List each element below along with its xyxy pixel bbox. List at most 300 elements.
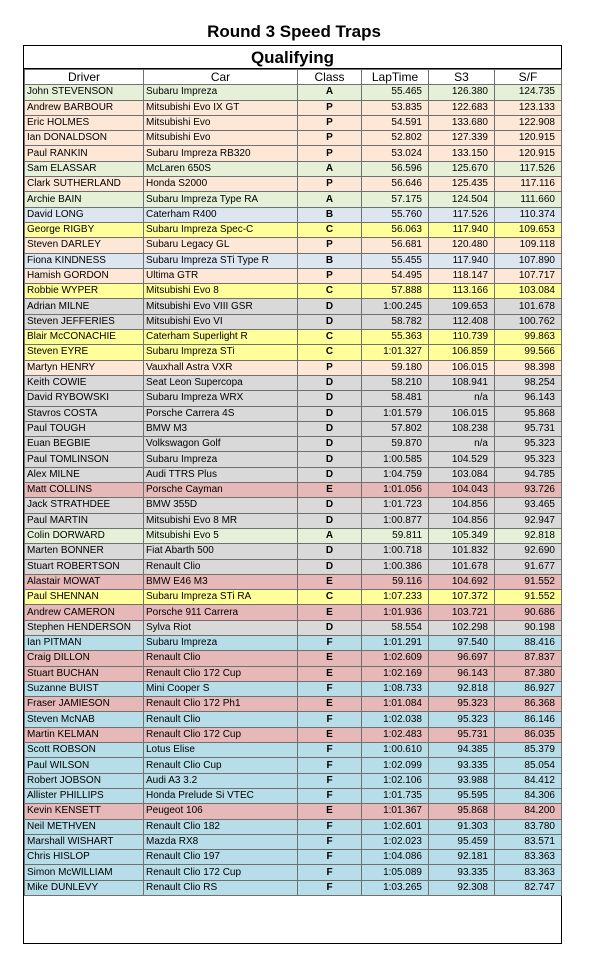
laptime-cell: 59.180 bbox=[362, 360, 429, 375]
table-row bbox=[25, 330, 562, 345]
car-cell: Vauxhall Astra VXR bbox=[144, 360, 298, 375]
car-cell: Renault Clio bbox=[144, 559, 298, 574]
car-cell: Renault Clio 172 Cup bbox=[144, 666, 298, 681]
car-cell: BMW E46 M3 bbox=[144, 574, 298, 589]
car-cell: Mitsubishi Evo bbox=[144, 115, 298, 130]
table-row bbox=[25, 788, 562, 803]
driver-cell: Steven EYRE bbox=[25, 345, 144, 360]
sf-cell: 95.731 bbox=[495, 421, 562, 436]
sf-cell: 124.735 bbox=[495, 85, 562, 100]
class-cell: B bbox=[298, 207, 362, 222]
s3-cell: 95.323 bbox=[429, 712, 495, 727]
column-header-s3: S3 bbox=[429, 70, 495, 85]
table-row bbox=[25, 161, 562, 176]
s3-cell: 95.323 bbox=[429, 697, 495, 712]
sf-cell: 98.398 bbox=[495, 360, 562, 375]
car-cell: Caterham Superlight R bbox=[144, 330, 298, 345]
laptime-cell: 54.591 bbox=[362, 115, 429, 130]
car-cell: Fiat Abarth 500 bbox=[144, 544, 298, 559]
table-row bbox=[25, 850, 562, 865]
sf-cell: 123.133 bbox=[495, 100, 562, 115]
driver-cell: Marshall WISHART bbox=[25, 834, 144, 849]
column-header-laptime: LapTime bbox=[362, 70, 429, 85]
s3-cell: 106.015 bbox=[429, 360, 495, 375]
sf-cell: 98.254 bbox=[495, 375, 562, 390]
table-row bbox=[25, 666, 562, 681]
table-row bbox=[25, 651, 562, 666]
class-cell: D bbox=[298, 498, 362, 513]
s3-cell: 113.166 bbox=[429, 284, 495, 299]
car-cell: Mini Cooper S bbox=[144, 681, 298, 696]
driver-cell: Hamish GORDON bbox=[25, 268, 144, 283]
laptime-cell: 1:02.038 bbox=[362, 712, 429, 727]
laptime-cell: 58.210 bbox=[362, 375, 429, 390]
s3-cell: 93.335 bbox=[429, 865, 495, 880]
class-cell: D bbox=[298, 437, 362, 452]
car-cell: Honda Prelude Si VTEC bbox=[144, 788, 298, 803]
s3-cell: 117.940 bbox=[429, 253, 495, 268]
sf-cell: 92.690 bbox=[495, 544, 562, 559]
laptime-cell: 56.681 bbox=[362, 238, 429, 253]
class-cell: D bbox=[298, 544, 362, 559]
car-cell: Mitsubishi Evo 8 MR bbox=[144, 513, 298, 528]
car-cell: Subaru Impreza WRX bbox=[144, 391, 298, 406]
sf-cell: 84.200 bbox=[495, 804, 562, 819]
table-row bbox=[25, 727, 562, 742]
sf-cell: 88.416 bbox=[495, 635, 562, 650]
laptime-cell: 53.024 bbox=[362, 146, 429, 161]
class-cell: B bbox=[298, 253, 362, 268]
laptime-cell: 1:01.723 bbox=[362, 498, 429, 513]
car-cell: Subaru Impreza RB320 bbox=[144, 146, 298, 161]
sf-cell: 96.143 bbox=[495, 391, 562, 406]
table-row bbox=[25, 773, 562, 788]
s3-cell: 127.339 bbox=[429, 131, 495, 146]
laptime-cell: 59.116 bbox=[362, 574, 429, 589]
speed-trap-table bbox=[24, 69, 562, 896]
laptime-cell: 1:02.483 bbox=[362, 727, 429, 742]
driver-cell: Paul RANKIN bbox=[25, 146, 144, 161]
table-row bbox=[25, 574, 562, 589]
class-cell: C bbox=[298, 284, 362, 299]
class-cell: F bbox=[298, 850, 362, 865]
driver-cell: Simon McWILLIAM bbox=[25, 865, 144, 880]
car-cell: Sylva Riot bbox=[144, 620, 298, 635]
driver-cell: Neil METHVEN bbox=[25, 819, 144, 834]
table-row bbox=[25, 253, 562, 268]
laptime-cell: 1:03.265 bbox=[362, 880, 429, 895]
class-cell: F bbox=[298, 788, 362, 803]
class-cell: P bbox=[298, 177, 362, 192]
sf-cell: 92.947 bbox=[495, 513, 562, 528]
laptime-cell: 1:00.585 bbox=[362, 452, 429, 467]
driver-cell: Chris HISLOP bbox=[25, 850, 144, 865]
table-row bbox=[25, 222, 562, 237]
driver-cell: Alastair MOWAT bbox=[25, 574, 144, 589]
table-row bbox=[25, 483, 562, 498]
class-cell: C bbox=[298, 222, 362, 237]
s3-cell: 95.731 bbox=[429, 727, 495, 742]
driver-cell: Clark SUTHERLAND bbox=[25, 177, 144, 192]
s3-cell: 92.308 bbox=[429, 880, 495, 895]
table-row bbox=[25, 712, 562, 727]
class-cell: E bbox=[298, 727, 362, 742]
s3-cell: 103.721 bbox=[429, 605, 495, 620]
class-cell: D bbox=[298, 314, 362, 329]
table-row bbox=[25, 299, 562, 314]
sf-cell: 85.054 bbox=[495, 758, 562, 773]
table-row bbox=[25, 115, 562, 130]
laptime-cell: 1:00.245 bbox=[362, 299, 429, 314]
class-cell: A bbox=[298, 528, 362, 543]
car-cell: Mitsubishi Evo VI bbox=[144, 314, 298, 329]
driver-cell: Allister PHILLIPS bbox=[25, 788, 144, 803]
car-cell: Subaru Impreza bbox=[144, 635, 298, 650]
sf-cell: 99.566 bbox=[495, 345, 562, 360]
s3-cell: 105.349 bbox=[429, 528, 495, 543]
sf-cell: 117.116 bbox=[495, 177, 562, 192]
driver-cell: Matt COLLINS bbox=[25, 483, 144, 498]
s3-cell: 108.941 bbox=[429, 375, 495, 390]
driver-cell: Euan BEGBIE bbox=[25, 437, 144, 452]
s3-cell: 117.940 bbox=[429, 222, 495, 237]
s3-cell: 108.238 bbox=[429, 421, 495, 436]
class-cell: E bbox=[298, 605, 362, 620]
table-row bbox=[25, 345, 562, 360]
car-cell: Mitsubishi Evo 8 bbox=[144, 284, 298, 299]
driver-cell: Scott ROBSON bbox=[25, 743, 144, 758]
laptime-cell: 1:08.733 bbox=[362, 681, 429, 696]
driver-cell: Steven McNAB bbox=[25, 712, 144, 727]
laptime-cell: 53.835 bbox=[362, 100, 429, 115]
driver-cell: Stuart BUCHAN bbox=[25, 666, 144, 681]
driver-cell: Keith COWIE bbox=[25, 375, 144, 390]
laptime-cell: 1:01.367 bbox=[362, 804, 429, 819]
sf-cell: 111.660 bbox=[495, 192, 562, 207]
class-cell: A bbox=[298, 85, 362, 100]
s3-cell: 133.150 bbox=[429, 146, 495, 161]
laptime-cell: 58.782 bbox=[362, 314, 429, 329]
table-row bbox=[25, 697, 562, 712]
table-row bbox=[25, 406, 562, 421]
laptime-cell: 59.870 bbox=[362, 437, 429, 452]
s3-cell: 124.504 bbox=[429, 192, 495, 207]
sf-cell: 91.677 bbox=[495, 559, 562, 574]
car-cell: BMW 355D bbox=[144, 498, 298, 513]
s3-cell: 125.670 bbox=[429, 161, 495, 176]
sf-cell: 90.198 bbox=[495, 620, 562, 635]
table-row bbox=[25, 85, 562, 100]
class-cell: F bbox=[298, 834, 362, 849]
table-row bbox=[25, 238, 562, 253]
class-cell: E bbox=[298, 651, 362, 666]
car-cell: Renault Clio bbox=[144, 712, 298, 727]
table-row bbox=[25, 207, 562, 222]
driver-cell: Steven DARLEY bbox=[25, 238, 144, 253]
s3-cell: 117.526 bbox=[429, 207, 495, 222]
car-cell: Renault Clio 182 bbox=[144, 819, 298, 834]
laptime-cell: 1:00.386 bbox=[362, 559, 429, 574]
sf-cell: 109.653 bbox=[495, 222, 562, 237]
class-cell: D bbox=[298, 620, 362, 635]
laptime-cell: 1:01.579 bbox=[362, 406, 429, 421]
s3-cell: 101.678 bbox=[429, 559, 495, 574]
car-cell: Renault Clio 197 bbox=[144, 850, 298, 865]
class-cell: D bbox=[298, 299, 362, 314]
table-row bbox=[25, 804, 562, 819]
driver-cell: Suzanne BUIST bbox=[25, 681, 144, 696]
laptime-cell: 1:00.718 bbox=[362, 544, 429, 559]
class-cell: F bbox=[298, 865, 362, 880]
sf-cell: 83.363 bbox=[495, 850, 562, 865]
driver-cell: Fiona KINDNESS bbox=[25, 253, 144, 268]
table-row bbox=[25, 620, 562, 635]
class-cell: C bbox=[298, 590, 362, 605]
driver-cell: Colin DORWARD bbox=[25, 528, 144, 543]
car-cell: Mitsubishi Evo 5 bbox=[144, 528, 298, 543]
driver-cell: Ian DONALDSON bbox=[25, 131, 144, 146]
car-cell: Audi A3 3.2 bbox=[144, 773, 298, 788]
column-header-sf: S/F bbox=[495, 70, 562, 85]
sf-cell: 86.035 bbox=[495, 727, 562, 742]
driver-cell: Alex MILNE bbox=[25, 467, 144, 482]
car-cell: Subaru Impreza STi Type R bbox=[144, 253, 298, 268]
s3-cell: 92.818 bbox=[429, 681, 495, 696]
sf-cell: 95.323 bbox=[495, 437, 562, 452]
car-cell: Porsche Carrera 4S bbox=[144, 406, 298, 421]
class-cell: F bbox=[298, 635, 362, 650]
driver-cell: George RIGBY bbox=[25, 222, 144, 237]
laptime-cell: 55.363 bbox=[362, 330, 429, 345]
laptime-cell: 1:02.169 bbox=[362, 666, 429, 681]
table-row bbox=[25, 605, 562, 620]
class-cell: C bbox=[298, 345, 362, 360]
results-body bbox=[25, 85, 562, 896]
laptime-cell: 1:01.936 bbox=[362, 605, 429, 620]
s3-cell: 101.832 bbox=[429, 544, 495, 559]
class-cell: D bbox=[298, 559, 362, 574]
class-cell: D bbox=[298, 406, 362, 421]
header-row bbox=[25, 70, 562, 85]
class-cell: D bbox=[298, 467, 362, 482]
s3-cell: n/a bbox=[429, 391, 495, 406]
sf-cell: 84.412 bbox=[495, 773, 562, 788]
car-cell: Subaru Impreza bbox=[144, 85, 298, 100]
sf-cell: 83.571 bbox=[495, 834, 562, 849]
driver-cell: Jack STRATHDEE bbox=[25, 498, 144, 513]
table-row bbox=[25, 559, 562, 574]
class-cell: F bbox=[298, 743, 362, 758]
sf-cell: 86.368 bbox=[495, 697, 562, 712]
driver-cell: Blair McCONACHIE bbox=[25, 330, 144, 345]
laptime-cell: 1:05.089 bbox=[362, 865, 429, 880]
sf-cell: 90.686 bbox=[495, 605, 562, 620]
class-cell: C bbox=[298, 330, 362, 345]
driver-cell: Paul TOUGH bbox=[25, 421, 144, 436]
s3-cell: 120.480 bbox=[429, 238, 495, 253]
car-cell: Peugeot 106 bbox=[144, 804, 298, 819]
s3-cell: 118.147 bbox=[429, 268, 495, 283]
s3-cell: 133.680 bbox=[429, 115, 495, 130]
sf-cell: 117.526 bbox=[495, 161, 562, 176]
laptime-cell: 57.175 bbox=[362, 192, 429, 207]
table-row bbox=[25, 360, 562, 375]
s3-cell: 104.692 bbox=[429, 574, 495, 589]
laptime-cell: 1:01.735 bbox=[362, 788, 429, 803]
class-cell: F bbox=[298, 819, 362, 834]
sf-cell: 83.363 bbox=[495, 865, 562, 880]
driver-cell: Ian PITMAN bbox=[25, 635, 144, 650]
class-cell: F bbox=[298, 880, 362, 895]
laptime-cell: 55.760 bbox=[362, 207, 429, 222]
table-row bbox=[25, 314, 562, 329]
driver-cell: Robert JOBSON bbox=[25, 773, 144, 788]
car-cell: Audi TTRS Plus bbox=[144, 467, 298, 482]
car-cell: Renault Clio 172 Cup bbox=[144, 727, 298, 742]
s3-cell: 103.084 bbox=[429, 467, 495, 482]
car-cell: Subaru Impreza Spec-C bbox=[144, 222, 298, 237]
driver-cell: David RYBOWSKI bbox=[25, 391, 144, 406]
sf-cell: 86.927 bbox=[495, 681, 562, 696]
car-cell: Renault Clio Cup bbox=[144, 758, 298, 773]
table-row bbox=[25, 681, 562, 696]
table-row bbox=[25, 635, 562, 650]
car-cell: Renault Clio 172 Cup bbox=[144, 865, 298, 880]
s3-cell: 107.372 bbox=[429, 590, 495, 605]
class-cell: A bbox=[298, 192, 362, 207]
laptime-cell: 1:01.291 bbox=[362, 635, 429, 650]
table-row bbox=[25, 146, 562, 161]
laptime-cell: 1:02.601 bbox=[362, 819, 429, 834]
class-cell: E bbox=[298, 804, 362, 819]
driver-cell: Martin KELMAN bbox=[25, 727, 144, 742]
car-cell: McLaren 650S bbox=[144, 161, 298, 176]
table-row bbox=[25, 467, 562, 482]
sf-cell: 94.785 bbox=[495, 467, 562, 482]
s3-cell: 125.435 bbox=[429, 177, 495, 192]
class-cell: D bbox=[298, 513, 362, 528]
car-cell: Porsche Cayman bbox=[144, 483, 298, 498]
s3-cell: 104.856 bbox=[429, 498, 495, 513]
laptime-cell: 58.554 bbox=[362, 620, 429, 635]
table-row bbox=[25, 743, 562, 758]
table-row bbox=[25, 865, 562, 880]
laptime-cell: 1:02.106 bbox=[362, 773, 429, 788]
s3-cell: 110.739 bbox=[429, 330, 495, 345]
table-row bbox=[25, 375, 562, 390]
class-cell: E bbox=[298, 483, 362, 498]
class-cell: F bbox=[298, 712, 362, 727]
s3-cell: 95.595 bbox=[429, 788, 495, 803]
car-cell: Volkswagon Golf bbox=[144, 437, 298, 452]
table-row bbox=[25, 590, 562, 605]
s3-cell: 126.380 bbox=[429, 85, 495, 100]
class-cell: A bbox=[298, 161, 362, 176]
driver-cell: Fraser JAMIESON bbox=[25, 697, 144, 712]
car-cell: Subaru Legacy GL bbox=[144, 238, 298, 253]
class-cell: P bbox=[298, 115, 362, 130]
sf-cell: 122.908 bbox=[495, 115, 562, 130]
class-cell: D bbox=[298, 452, 362, 467]
sf-cell: 91.552 bbox=[495, 574, 562, 589]
s3-cell: 93.335 bbox=[429, 758, 495, 773]
table-row bbox=[25, 528, 562, 543]
driver-cell: Eric HOLMES bbox=[25, 115, 144, 130]
sf-cell: 85.379 bbox=[495, 743, 562, 758]
sf-cell: 110.374 bbox=[495, 207, 562, 222]
driver-cell: Stuart ROBERTSON bbox=[25, 559, 144, 574]
table-row bbox=[25, 284, 562, 299]
table-row bbox=[25, 268, 562, 283]
laptime-cell: 1:02.023 bbox=[362, 834, 429, 849]
s3-cell: 97.540 bbox=[429, 635, 495, 650]
driver-cell: Steven JEFFERIES bbox=[25, 314, 144, 329]
driver-cell: Kevin KENSETT bbox=[25, 804, 144, 819]
laptime-cell: 1:01.084 bbox=[362, 697, 429, 712]
driver-cell: Adrian MILNE bbox=[25, 299, 144, 314]
car-cell: Caterham R400 bbox=[144, 207, 298, 222]
sf-cell: 95.323 bbox=[495, 452, 562, 467]
laptime-cell: 56.646 bbox=[362, 177, 429, 192]
class-cell: P bbox=[298, 131, 362, 146]
sf-cell: 87.837 bbox=[495, 651, 562, 666]
sf-cell: 103.084 bbox=[495, 284, 562, 299]
sf-cell: 120.915 bbox=[495, 131, 562, 146]
class-cell: E bbox=[298, 697, 362, 712]
laptime-cell: 54.495 bbox=[362, 268, 429, 283]
car-cell: Renault Clio bbox=[144, 651, 298, 666]
column-header-driver: Driver bbox=[25, 70, 144, 85]
car-cell: Ultima GTR bbox=[144, 268, 298, 283]
s3-cell: 104.856 bbox=[429, 513, 495, 528]
car-cell: Mitsubishi Evo VIII GSR bbox=[144, 299, 298, 314]
table-row bbox=[25, 758, 562, 773]
car-cell: Mitsubishi Evo IX GT bbox=[144, 100, 298, 115]
table-row bbox=[25, 100, 562, 115]
class-cell: E bbox=[298, 666, 362, 681]
laptime-cell: 1:02.609 bbox=[362, 651, 429, 666]
sf-cell: 101.678 bbox=[495, 299, 562, 314]
sf-cell: 95.868 bbox=[495, 406, 562, 421]
s3-cell: 112.408 bbox=[429, 314, 495, 329]
s3-cell: 92.181 bbox=[429, 850, 495, 865]
table-row bbox=[25, 131, 562, 146]
s3-cell: 95.459 bbox=[429, 834, 495, 849]
column-header-class: Class bbox=[298, 70, 362, 85]
s3-cell: n/a bbox=[429, 437, 495, 452]
results-frame bbox=[23, 45, 562, 944]
s3-cell: 106.015 bbox=[429, 406, 495, 421]
class-cell: P bbox=[298, 360, 362, 375]
class-cell: D bbox=[298, 421, 362, 436]
car-cell: Porsche 911 Carrera bbox=[144, 605, 298, 620]
laptime-cell: 1:04.759 bbox=[362, 467, 429, 482]
s3-cell: 95.868 bbox=[429, 804, 495, 819]
table-row bbox=[25, 880, 562, 895]
driver-cell: Paul WILSON bbox=[25, 758, 144, 773]
table-row bbox=[25, 513, 562, 528]
laptime-cell: 55.465 bbox=[362, 85, 429, 100]
driver-cell: Paul SHENNAN bbox=[25, 590, 144, 605]
car-cell: Subaru Impreza STi bbox=[144, 345, 298, 360]
laptime-cell: 1:00.610 bbox=[362, 743, 429, 758]
class-cell: F bbox=[298, 681, 362, 696]
table-row bbox=[25, 192, 562, 207]
driver-cell: Craig DILLON bbox=[25, 651, 144, 666]
page-title: Round 3 Speed Traps bbox=[207, 22, 381, 41]
laptime-cell: 57.802 bbox=[362, 421, 429, 436]
car-cell: Renault Clio 172 Ph1 bbox=[144, 697, 298, 712]
